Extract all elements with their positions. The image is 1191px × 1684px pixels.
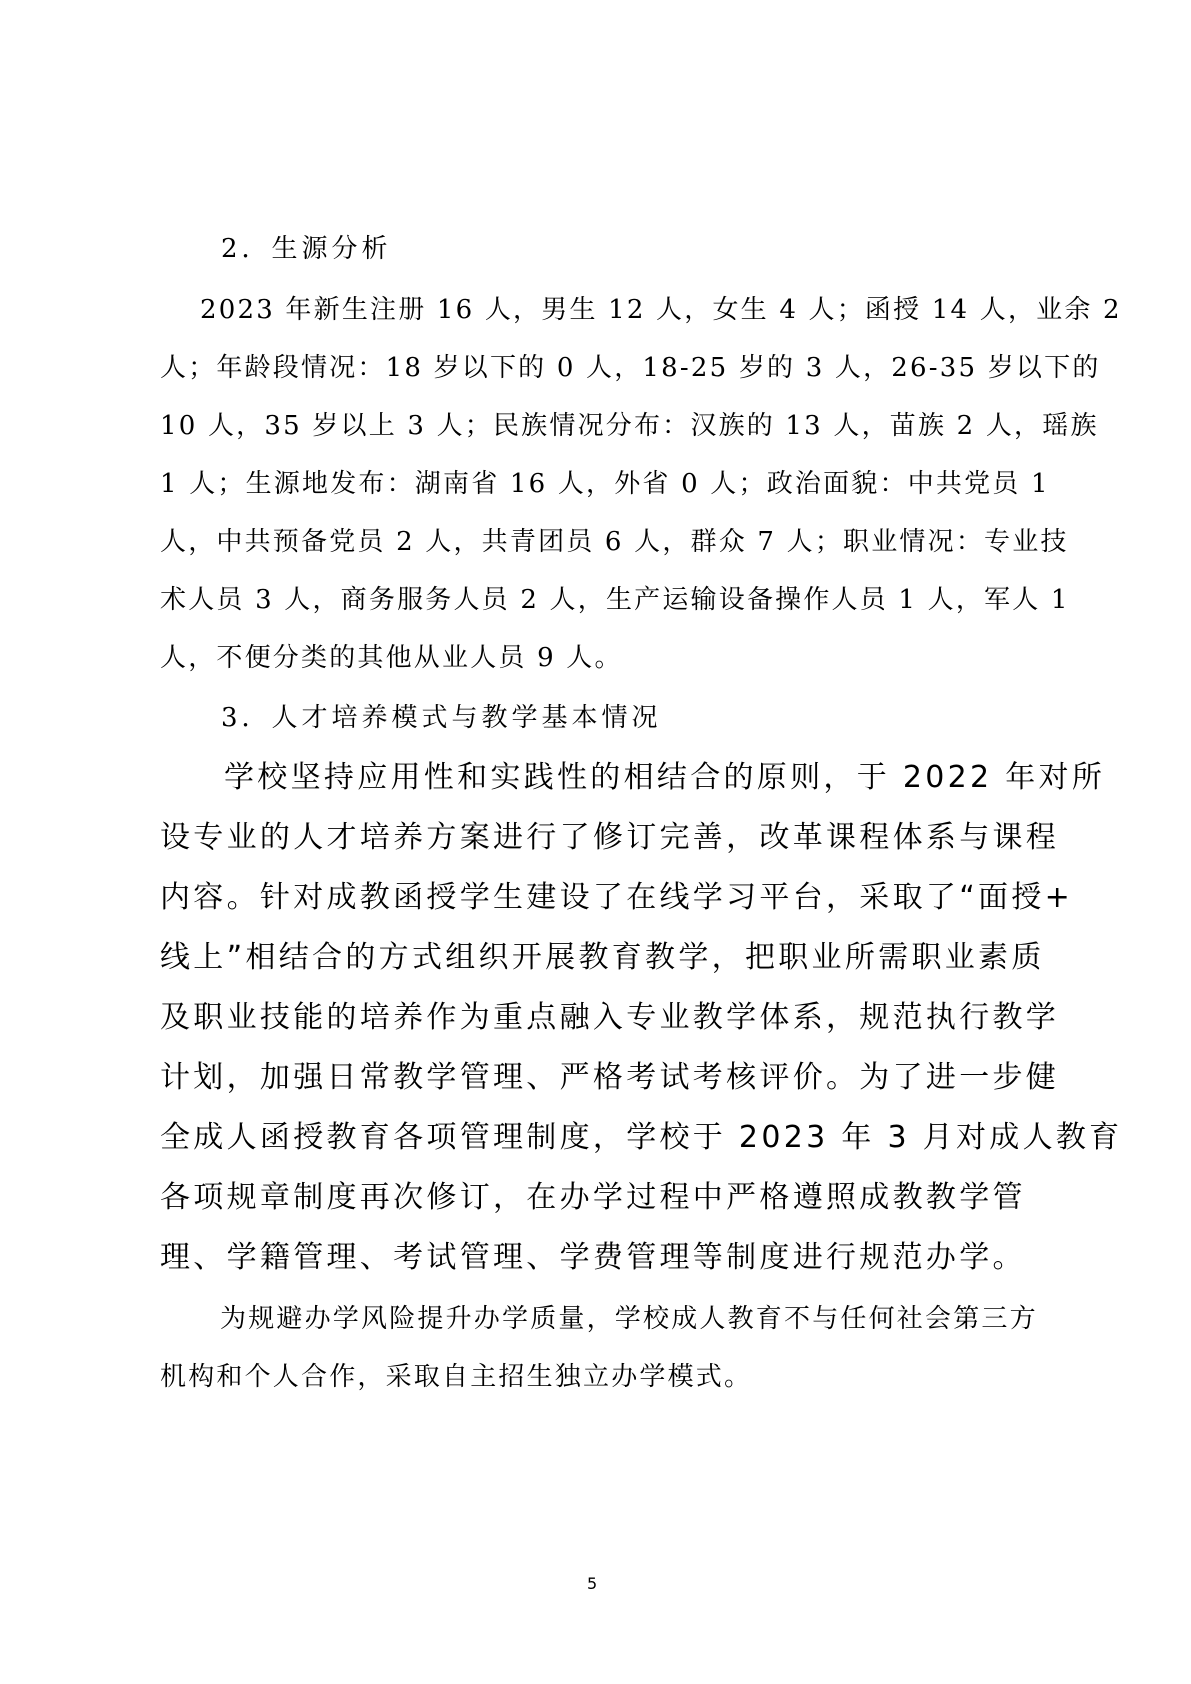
paragraph-line: 2023 年新生注册 16 人，男生 12 人，女生 4 人；函授 14 人，业余 2 xyxy=(200,295,1122,325)
paragraph-line: 术人员 3 人，商务服务人员 2 人，生产运输设备操作人员 1 人，军人 1 xyxy=(160,585,1070,615)
paragraph-line: 人，中共预备党员 2 人，共青团员 6 人，群众 7 人；职业情况：专业技 xyxy=(160,527,1069,557)
paragraph-line: 设专业的人才培养方案进行了修订完善，改革课程体系与课程 xyxy=(160,820,1060,855)
paragraph-line: 全成人函授教育各项管理制度，学校于 2023 年 3 月对成人教育 xyxy=(160,1120,1123,1155)
paragraph-line: 人，不便分类的其他从业人员 9 人。 xyxy=(160,643,623,673)
paragraph-line: 为规避办学风险提升办学质量，学校成人教育不与任何社会第三方 xyxy=(220,1304,1038,1334)
paragraph-line: 机构和个人合作，采取自主招生独立办学模式。 xyxy=(160,1362,753,1392)
paragraph-line: 10 人，35 岁以上 3 人；民族情况分布：汉族的 13 人，苗族 2 人，瑶族 xyxy=(160,411,1099,441)
paragraph-line: 理、学籍管理、考试管理、学费管理等制度进行规范办学。 xyxy=(160,1240,1026,1275)
paragraph-line: 各项规章制度再次修订，在办学过程中严格遵照成教教学管 xyxy=(160,1180,1026,1215)
section-heading-training-model: 3．人才培养模式与教学基本情况 xyxy=(221,703,662,733)
paragraph-line: 人；年龄段情况：18 岁以下的 0 人，18-25 岁的 3 人，26-35 岁以下的 xyxy=(160,353,1101,383)
paragraph-line: 计划，加强日常教学管理、严格考试考核评价。为了进一步健 xyxy=(160,1060,1060,1095)
paragraph-line: 学校坚持应用性和实践性的相结合的原则，于 2022 年对所 xyxy=(224,760,1106,795)
paragraph-line: 及职业技能的培养作为重点融入专业教学体系，规范执行教学 xyxy=(160,1000,1060,1035)
paragraph-line: 1 人；生源地发布：湖南省 16 人，外省 0 人；政治面貌：中共党员 1 xyxy=(160,469,1050,499)
paragraph-line: 线上”相结合的方式组织开展教育教学，把职业所需职业素质 xyxy=(160,940,1045,975)
page-number: 5 xyxy=(587,1574,598,1593)
paragraph-line: 内容。针对成教函授学生建设了在线学习平台，采取了“面授+ xyxy=(160,880,1074,915)
section-heading-student-source: 2．生源分析 xyxy=(221,234,392,264)
